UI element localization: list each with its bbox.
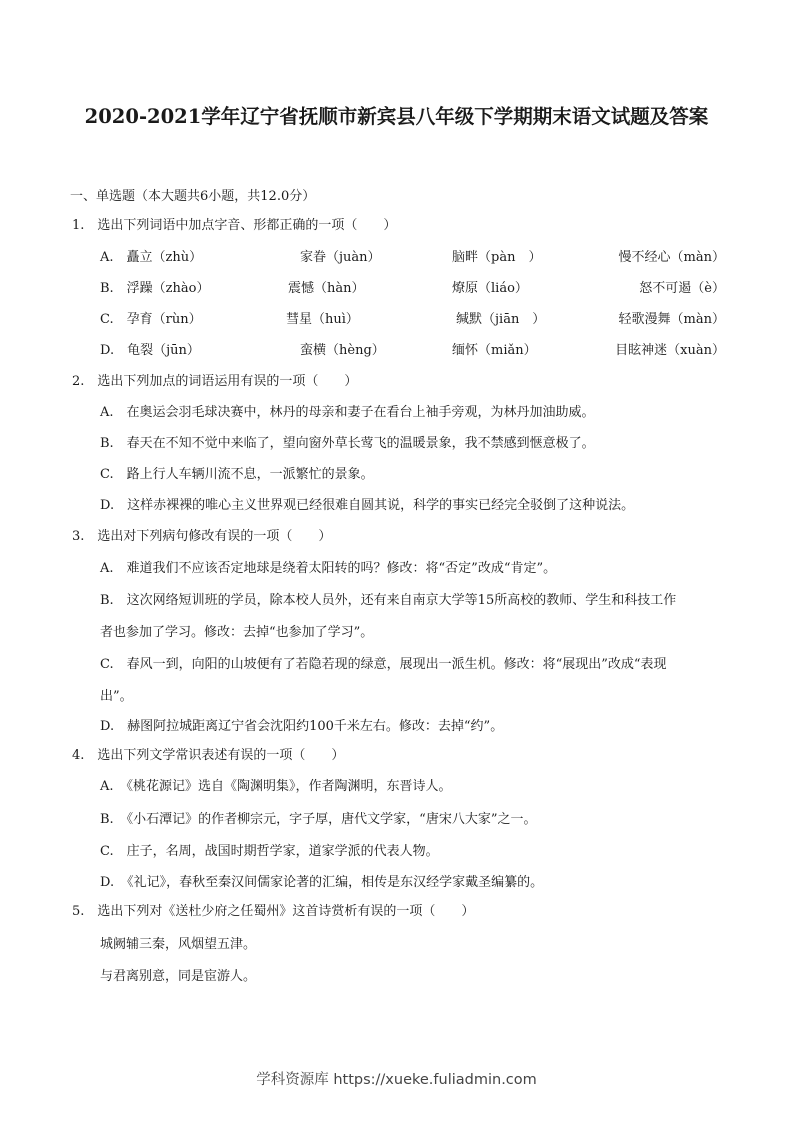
footer-watermark: 学科资源库 https://xueke.fuliadmin.com: [256, 1072, 537, 1088]
poem-line: 城阙辅三秦，风烟望五津。: [100, 937, 257, 952]
option-cell: 蛮横（hèng）: [300, 343, 385, 358]
document-title: 2020-2021学年辽宁省抚顺市新宾县八年级下学期期末语文试题及答案: [84, 105, 709, 128]
option-cell: 目眩神迷（xuàn）: [615, 343, 725, 358]
question-2-option-d: D. 这样赤裸裸的唯心主义世界观已经很难自圆其说，科学的事实已经完全驳倒了这种说法。: [100, 498, 635, 513]
question-2-stem: 2. 选出下列加点的词语运用有误的一项（ ）: [72, 374, 358, 389]
question-3-option-d: D. 赫图阿拉城距离辽宁省会沈阳约100千米左右。修改：去掉“约”。: [100, 719, 504, 734]
question-2-option-c: C. 路上行人车辆川流不息，一派繁忙的景象。: [100, 467, 374, 482]
question-3-option-b: B. 这次网络短训班的学员，除本校人员外，还有来自南京大学等15所高校的教师、学生和科技工作: [100, 593, 677, 608]
option-cell: 缄默（jiān ）: [456, 312, 546, 327]
option-cell: C. 孕育（rùn）: [100, 312, 202, 327]
question-4-option-c: C. 庄子，名周，战国时期哲学家，道家学派的代表人物。: [100, 844, 439, 859]
question-4-option-b: B. 《小石潭记》的作者柳宗元，字子厚，唐代文学家，“唐宋八大家”之一。: [100, 812, 537, 827]
question-5-stem: 5. 选出下列对《送杜少府之任蜀州》这首诗赏析有误的一项（ ）: [72, 904, 475, 919]
option-cell: D. 龟裂（jūn）: [100, 343, 200, 358]
question-4-option-a: A. 《桃花源记》选自《陶渊明集》，作者陶渊明，东晋诗人。: [100, 779, 452, 794]
poem-line: 与君离别意，同是宦游人。: [100, 969, 257, 984]
option-cell: 怒不可遏（è）: [639, 281, 725, 296]
option-cell: 燎原（liáo）: [452, 281, 528, 296]
question-3-option-c-cont: 出”。: [100, 689, 133, 704]
question-1-stem: 1. 选出下列词语中加点字音、形都正确的一项（ ）: [72, 218, 397, 233]
question-3-option-a: A. 难道我们不应该否定地球是绕着太阳转的吗？修改：将“否定”改成“肯定”。: [100, 561, 557, 576]
option-cell: 脑畔（pàn ）: [452, 250, 542, 265]
option-cell: 轻歌漫舞（màn）: [618, 312, 725, 327]
question-4-stem: 4. 选出下列文学常识表述有误的一项（ ）: [72, 748, 345, 763]
option-cell: 家眷（juàn）: [300, 250, 381, 265]
question-4-option-d: D. 《礼记》，春秋至秦汉间儒家论著的汇编，相传是东汉经学家戴圣编纂的。: [100, 875, 544, 890]
option-cell: A. 矗立（zhù）: [100, 250, 203, 265]
option-cell: 缅怀（miǎn）: [452, 343, 537, 358]
option-cell: 慢不经心（màn）: [618, 250, 725, 265]
option-cell: B. 浮躁（zhào）: [100, 281, 210, 296]
question-2-option-b: B. 春天在不知不觉中来临了，望向窗外草长莺飞的温暖景象，我不禁感到惬意极了。: [100, 436, 595, 451]
option-cell: 彗星（huì）: [286, 312, 359, 327]
question-2-option-a: A. 在奥运会羽毛球决赛中，林丹的母亲和妻子在看台上袖手旁观，为林丹加油助威。: [100, 405, 595, 420]
option-cell: 震憾（hàn）: [288, 281, 365, 296]
question-3-option-b-cont: 者也参加了学习。修改：去掉“也参加了学习”。: [100, 625, 374, 640]
section-heading: 一、单选题（本大题共6小题，共12.0分）: [70, 189, 316, 204]
question-3-stem: 3. 选出对下列病句修改有误的一项（ ）: [72, 529, 332, 544]
question-3-option-c: C. 春风一到，向阳的山坡便有了若隐若现的绿意，展现出一派生机。修改：将“展现出”改成“表现: [100, 657, 667, 672]
